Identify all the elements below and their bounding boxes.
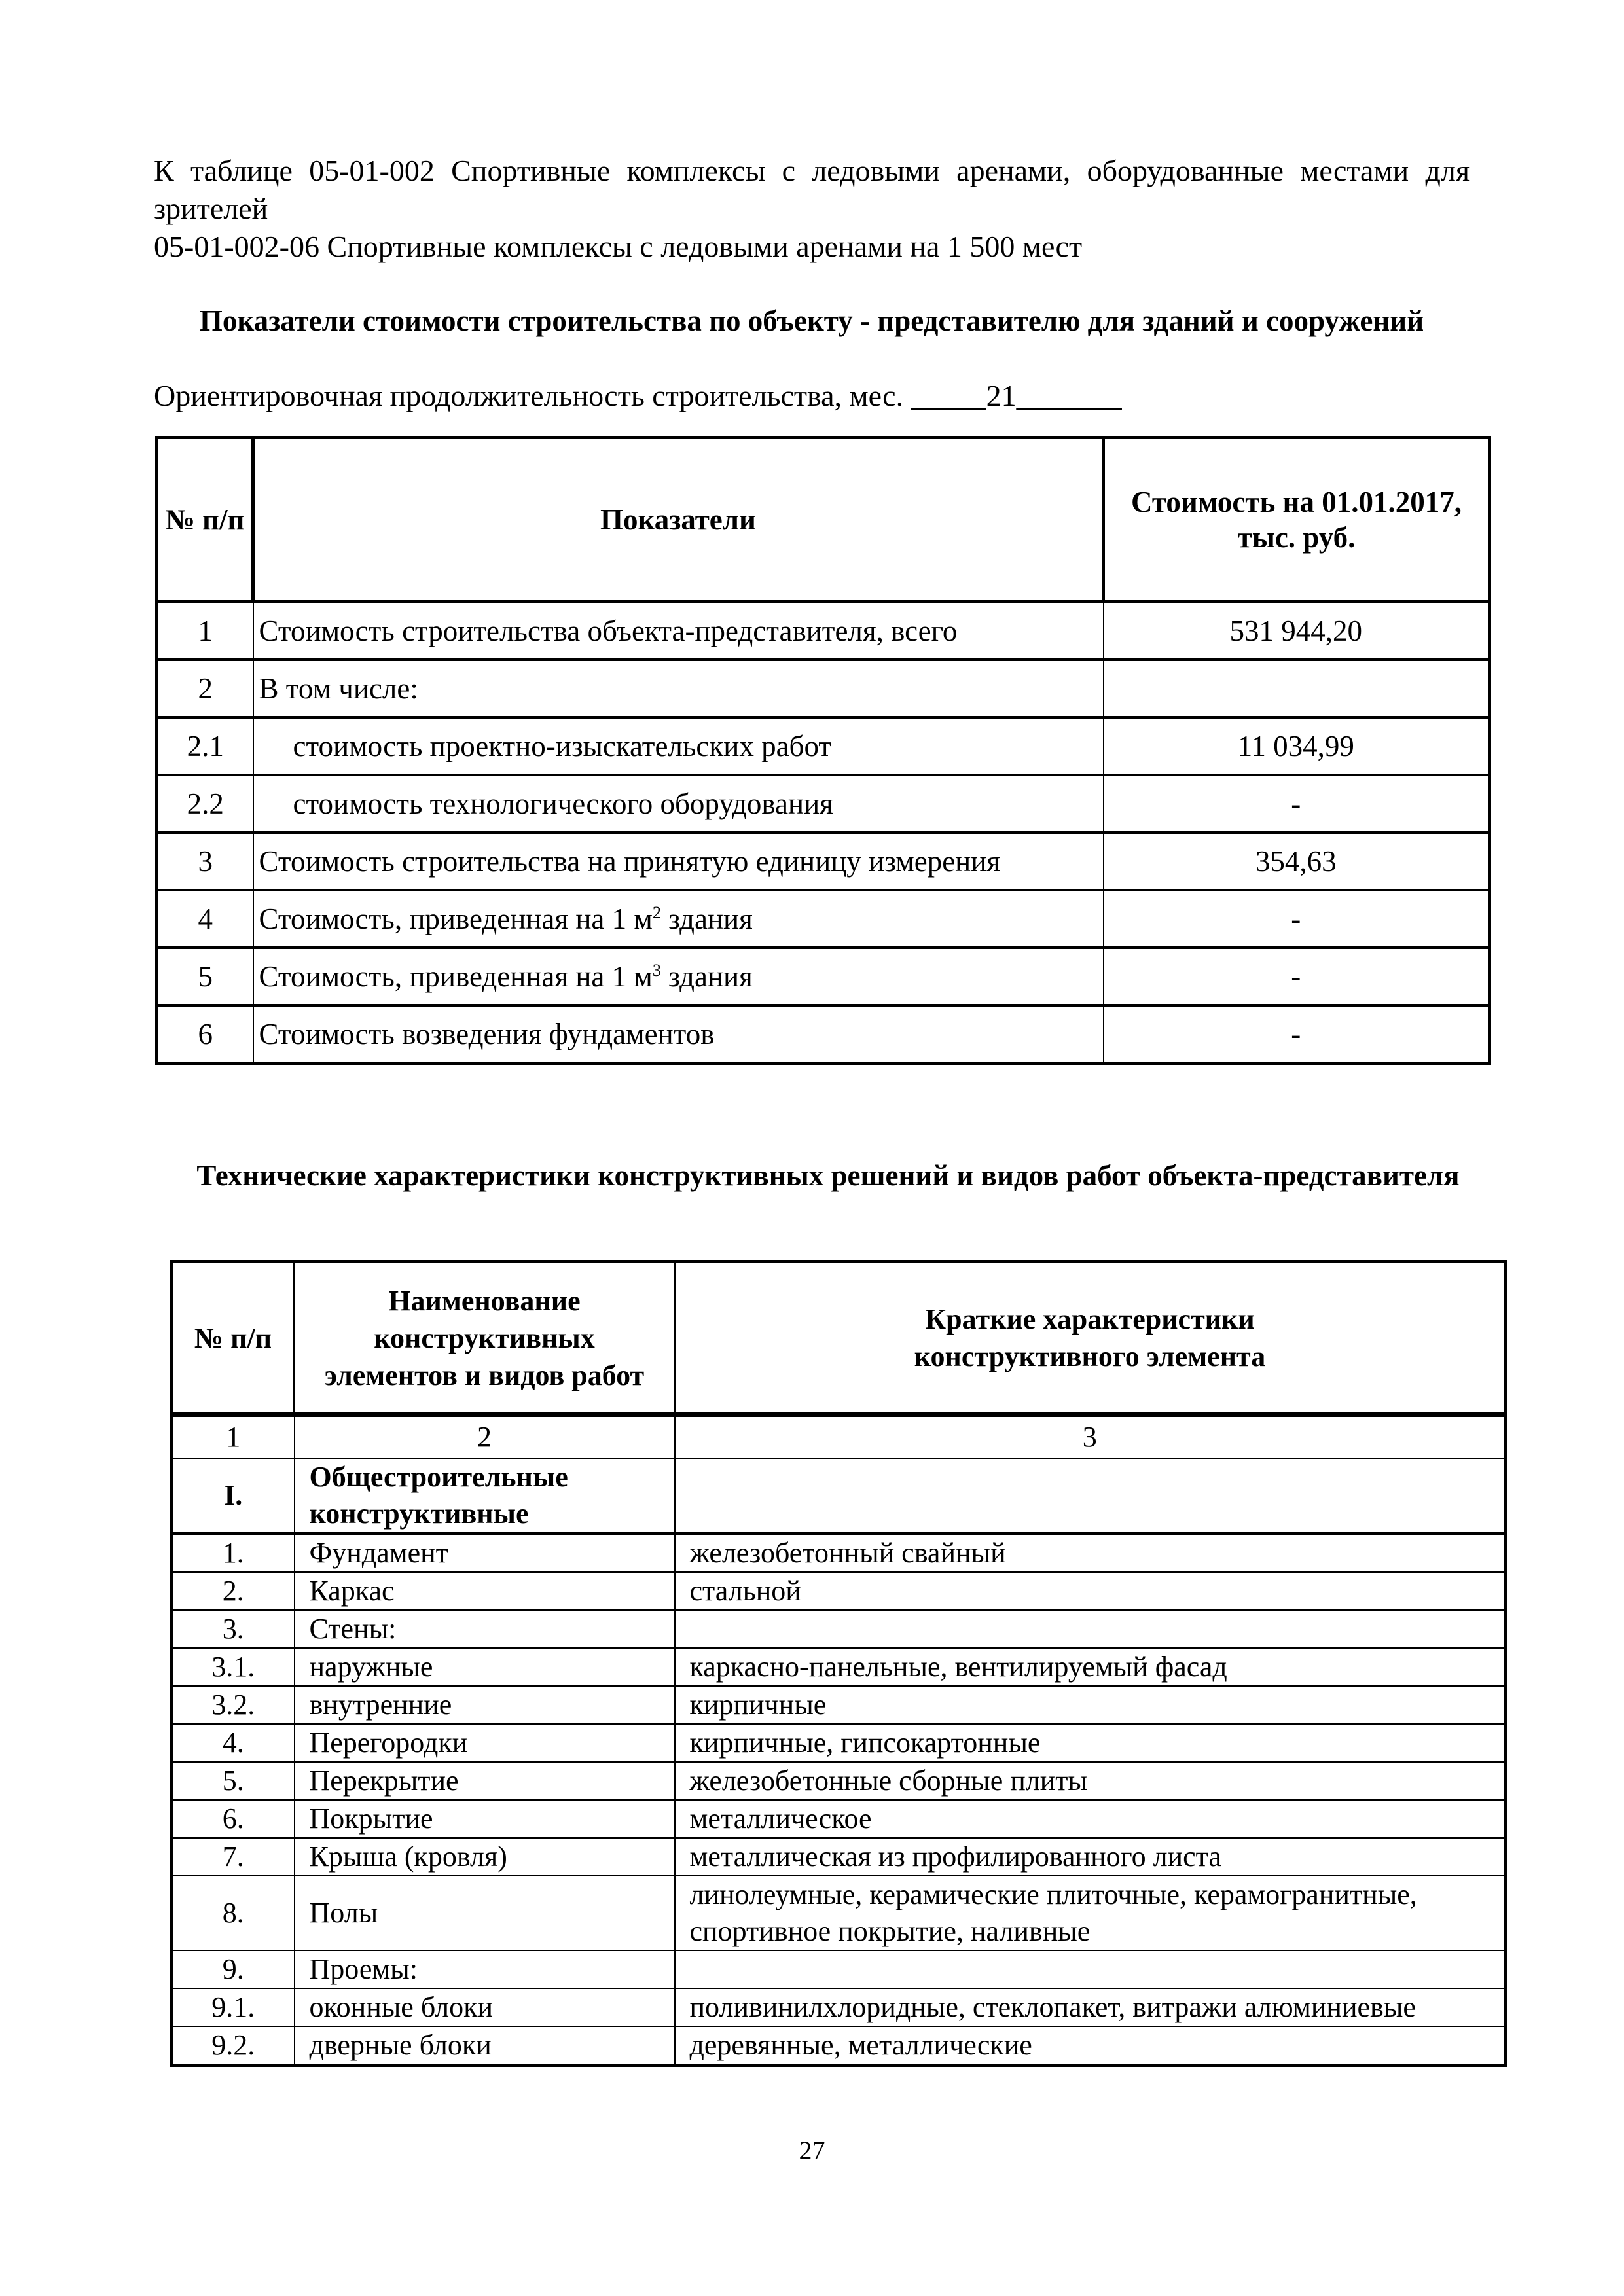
row-label: Стоимость возведения фундаментов (259, 1018, 715, 1050)
duration (154, 377, 1122, 415)
row-element: Крыша (кровля) (295, 1838, 675, 1876)
row-cost: - (1104, 775, 1490, 833)
table-row (171, 1800, 1506, 1838)
row-characteristics: стальной (675, 1572, 1506, 1610)
table-row (171, 1988, 1506, 2026)
object-code: 05-01-002-06 Спортивные комплексы с ледовыми аренами на 1 500 мест (154, 230, 1083, 263)
row-characteristics: кирпичные, гипсокартонные (675, 1724, 1506, 1762)
row-label-end: здания (660, 960, 753, 993)
table-row (171, 1876, 1506, 1950)
header-indicator: Показатели (253, 438, 1104, 602)
row-label: Стоимость строительства объекта-представителя, всего (259, 615, 958, 647)
row-number: 1 (157, 601, 253, 660)
duration-label: Ориентировочная продолжительность строительства, мес. (154, 379, 904, 412)
row-number: 6. (171, 1800, 295, 1838)
table-row (157, 660, 1490, 717)
row-label: стоимость проектно-изыскательских работ (293, 730, 832, 762)
table-row (157, 890, 1490, 948)
row-indicator (253, 1005, 1104, 1064)
intro (154, 152, 1470, 266)
table-reference: К таблице 05-01-002 Спортивные комплексы с ледовыми аренами, оборудованные местами для зрителей (154, 154, 1470, 225)
table-row (171, 2026, 1506, 2066)
row-element: Перегородки (295, 1724, 675, 1762)
row-label: Стоимость, приведенная на 1 м (259, 903, 653, 935)
row-indicator (253, 948, 1104, 1005)
row-characteristics (675, 1950, 1506, 1988)
col-number: 2 (295, 1415, 675, 1459)
col-number: 1 (171, 1415, 295, 1459)
row-number: 4. (171, 1724, 295, 1762)
row-number: 3.1. (171, 1648, 295, 1686)
row-label: Стоимость строительства на принятую единицу измерения (259, 845, 1001, 878)
table-row (157, 833, 1490, 890)
row-number: 3. (171, 1610, 295, 1648)
row-label: Стоимость, приведенная на 1 м (259, 960, 653, 993)
row-element: Перекрытие (295, 1762, 675, 1800)
row-characteristics: поливинилхлоридные, стеклопакет, витражи алюминиевые (675, 1988, 1506, 2026)
header-number: № п/п (157, 438, 253, 602)
row-element: дверные блоки (295, 2026, 675, 2066)
row-cost: - (1104, 890, 1490, 948)
table-row (171, 1686, 1506, 1724)
row-characteristics: деревянные, металлические (675, 2026, 1506, 2066)
tech-title: Технические характеристики конструктивных решений и видов работ объекта-представителя (196, 1159, 1460, 1192)
row-label: В том числе: (259, 672, 418, 705)
row-number: 3 (157, 833, 253, 890)
section-empty (675, 1458, 1506, 1534)
row-indicator (253, 890, 1104, 948)
row-number: 4 (157, 890, 253, 948)
row-characteristics: железобетонный свайный (675, 1534, 1506, 1572)
table-row (171, 1950, 1506, 1988)
row-element: Полы (295, 1876, 675, 1950)
row-number: 6 (157, 1005, 253, 1064)
row-number: 5 (157, 948, 253, 1005)
column-numbers-row (171, 1415, 1506, 1459)
header-cost: Стоимость на 01.01.2017, тыс. руб. (1104, 438, 1490, 602)
row-number: 9.1. (171, 1988, 295, 2026)
row-cost: 531 944,20 (1104, 601, 1490, 660)
row-indicator (253, 601, 1104, 660)
row-element: Каркас (295, 1572, 675, 1610)
row-element: Стены: (295, 1610, 675, 1648)
row-number: 9.2. (171, 2026, 295, 2066)
table-row (171, 1762, 1506, 1800)
unit-exponent: 3 (652, 961, 661, 980)
header-element: Наименование конструктивных элементов и видов работ (295, 1262, 675, 1415)
row-characteristics: каркасно-панельные, вентилируемый фасад (675, 1648, 1506, 1686)
table-row (171, 1648, 1506, 1686)
row-number: 2.1 (157, 717, 253, 775)
row-characteristics: железобетонные сборные плиты (675, 1762, 1506, 1800)
table-row (171, 1610, 1506, 1648)
unit-exponent: 2 (652, 903, 661, 922)
table-row (157, 948, 1490, 1005)
section-number: I. (171, 1458, 295, 1534)
cost-table (155, 436, 1491, 1065)
row-characteristics: линолеумные, керамические плиточные, керамогранитные, спортивное покрытие, наливные (675, 1876, 1506, 1950)
row-number: 5. (171, 1762, 295, 1800)
row-number: 9. (171, 1950, 295, 1988)
section-label: Общестроительные конструктивные (295, 1458, 675, 1534)
row-indicator (253, 833, 1104, 890)
row-cost: 11 034,99 (1104, 717, 1490, 775)
row-number: 8. (171, 1876, 295, 1950)
duration-value: _____21_______ (911, 379, 1122, 412)
row-characteristics: металлическое (675, 1800, 1506, 1838)
table-row (157, 601, 1490, 660)
row-element: оконные блоки (295, 1988, 675, 2026)
tech-table (170, 1260, 1507, 2067)
table-row (157, 1005, 1490, 1064)
row-element: наружные (295, 1648, 675, 1686)
row-cost: - (1104, 1005, 1490, 1064)
table-row (171, 1724, 1506, 1762)
row-cost (1104, 660, 1490, 717)
row-number: 2. (171, 1572, 295, 1610)
row-indicator (253, 660, 1104, 717)
header-number: № п/п (171, 1262, 295, 1415)
table-row (157, 717, 1490, 775)
row-element: Проемы: (295, 1950, 675, 1988)
row-element: Покрытие (295, 1800, 675, 1838)
row-characteristics (675, 1610, 1506, 1648)
row-number: 2 (157, 660, 253, 717)
cost-title: Показатели стоимости строительства по объекту - представителю для зданий и сооружений (199, 304, 1424, 337)
row-number: 3.2. (171, 1686, 295, 1724)
row-number: 2.2 (157, 775, 253, 833)
row-indicator (253, 717, 1104, 775)
row-number: 7. (171, 1838, 295, 1876)
row-label: стоимость технологического оборудования (293, 787, 833, 820)
row-number: 1. (171, 1534, 295, 1572)
col-number: 3 (675, 1415, 1506, 1459)
table-row (171, 1534, 1506, 1572)
row-characteristics: металлическая из профилированного листа (675, 1838, 1506, 1876)
row-element: внутренние (295, 1686, 675, 1724)
table-row (157, 775, 1490, 833)
row-characteristics: кирпичные (675, 1686, 1506, 1724)
page-number: 27 (799, 2136, 825, 2165)
row-indicator (253, 775, 1104, 833)
row-cost: 354,63 (1104, 833, 1490, 890)
table-row (171, 1572, 1506, 1610)
section-row (171, 1458, 1506, 1534)
row-cost: - (1104, 948, 1490, 1005)
table-row (171, 1838, 1506, 1876)
row-label-end: здания (660, 903, 753, 935)
row-element: Фундамент (295, 1534, 675, 1572)
header-characteristics: Краткие характеристики конструктивного элемента (675, 1262, 1506, 1415)
